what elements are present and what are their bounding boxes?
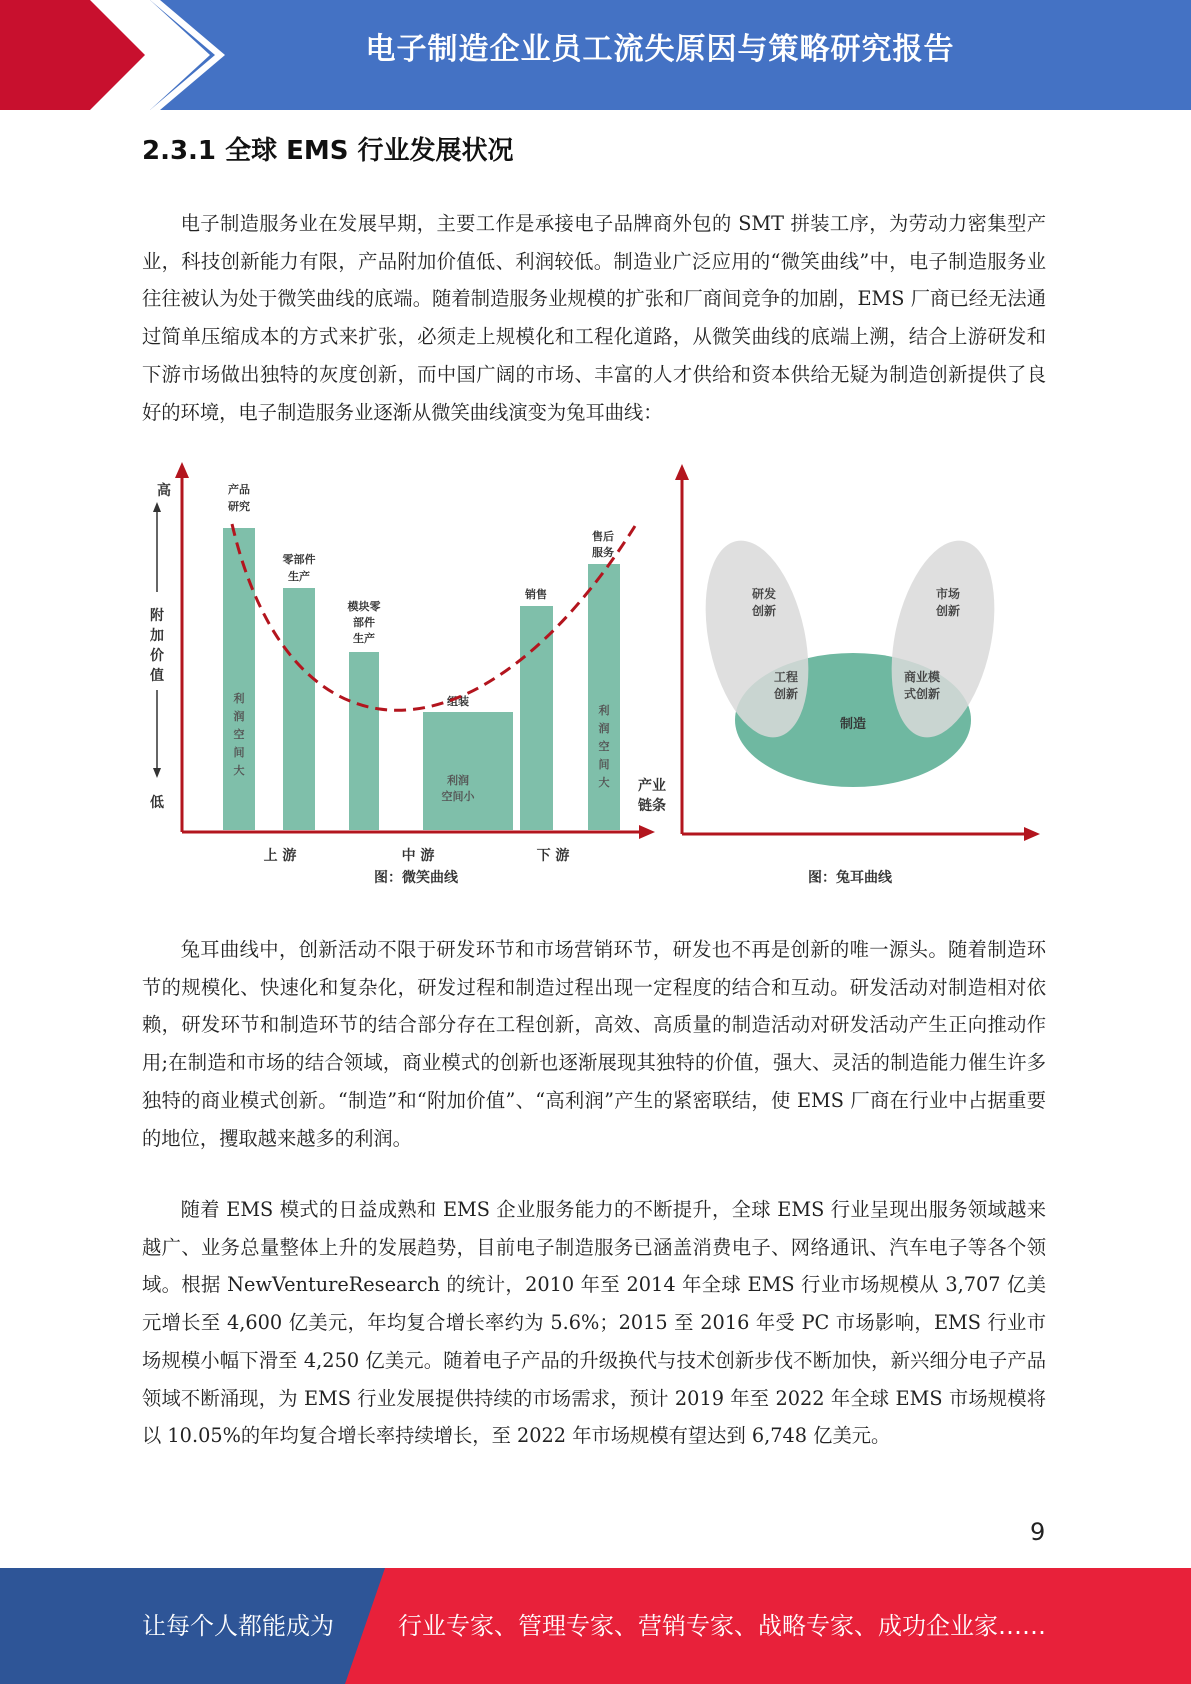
y-label-char-3: 价 <box>150 648 164 664</box>
right-overlap-line-1: 商业模 <box>903 670 941 684</box>
report-title: 电子制造企业员工流失原因与策略研究报告 <box>365 32 955 67</box>
smile-y-arrow <box>175 462 189 478</box>
footer-slogan-left: 让每个人都能成为 <box>142 1612 334 1640</box>
bar-label-6-line-2: 服务 <box>592 546 614 559</box>
left-overlap-line-2: 创新 <box>773 687 799 701</box>
bar-4-inner-2: 空间小 <box>441 790 475 803</box>
paragraph-market-size: 随着 EMS 模式的日益成熟和 EMS 企业服务能力的不断提升，全球 EMS 行业呈现出服务领域越来越广、业务总量整体上升的发展趋势，目前电子制造服务已涵盖消费电子、网络通讯、汽车电子等各个领域。根据 NewVentureResearch 的统计，2010 年至 2014 年全球 EMS 行业市场规模从 3,707 亿美元增长至 4,600 亿美元，年均复合增长率约为 5.6%；2015 至 2016 年受 PC 市场影响，EMS 行业市场规模小幅下滑至 4,250 亿美元。随着电子产品的升级换代与技术创新步伐不断加快，新兴细分电子产品领域不断涌现，为 EMS 行业发展提供持续的市场需求，预计 2019 年至 2022 年全球 EMS 市场规模将以 10.05%的年均复合增长率持续增长，至 2022 年市场规模有望达到 6,748 亿美元。 <box>142 1198 1046 1448</box>
smile-caption: 图：微笑曲线 <box>374 870 458 886</box>
bar-label-2-line-2: 生产 <box>288 570 310 583</box>
left-overlap-line-1: 工程 <box>773 670 799 684</box>
bar-label-1-line-1: 产品 <box>228 483 250 496</box>
stage-downstream: 下 游 <box>536 848 570 864</box>
y-down-arrow <box>153 768 161 778</box>
right-ear-line-1: 市场 <box>935 587 961 601</box>
base-label: 制造 <box>839 717 867 732</box>
y-high-label: 高 <box>157 483 171 499</box>
y-up-arrow <box>153 502 161 512</box>
paragraph-intro: 电子制造服务业在发展早期，主要工作是承接电子品牌商外包的 SMT 拼装工序，为劳动力密集型产业，科技创新能力有限，产品附加价值低、利润较低。制造业广泛应用的“微笑曲线”中，电子制造服务业往往被认为处于微笑曲线的底端。随着制造服务业规模的扩张和厂商间竞争的加剧，EMS 厂商已经无法通过简单压缩成本的方式来扩张，必须走上规模化和工程化道路，从微笑曲线的底端上溯，结合上游研发和下游市场做出独特的灰度创新，而中国广阔的市场、丰富的人才供给和资本供给无疑为制造创新提供了良好的环境，电子制造服务业逐渐从微笑曲线演变为兔耳曲线： <box>142 212 1046 424</box>
paragraph-rabbit-curve: 兔耳曲线中，创新活动不限于研发环节和市场营销环节，研发也不再是创新的唯一源头。随着制造环节的规模化、快速化和复杂化，研发过程和制造过程出现一定程度的结合和互动。研发活动对制造相对依赖，研发环节和制造环节的结合部分存在工程创新，高效、高质量的制造活动对研发活动产生正向推动作用;在制造和市场的结合领域，商业模式的创新也逐渐展现其独特的价值，强大、灵活的制造能力催生许多独特的商业模式创新。“制造”和“附加价值”、“高利润”产生的紧密联结，使 EMS 厂商在行业中占据重要的地位，攫取越来越多的利润。 <box>142 938 1046 1150</box>
rabbit-y-arrow <box>675 464 689 480</box>
bar-6-inner-3: 空 <box>598 740 610 753</box>
bar-1-inner-1: 利 <box>233 692 245 705</box>
y-label-char-4: 值 <box>150 668 164 684</box>
page-number: 9 <box>1030 1518 1046 1546</box>
y-label-char-1: 附 <box>150 608 164 624</box>
bar-module-production <box>349 652 379 830</box>
x-label-line-2: 链条 <box>638 798 666 814</box>
bar-4-inner-1: 利润 <box>447 774 469 787</box>
right-ear-line-2: 创新 <box>935 604 961 618</box>
footer-slogan-right: 行业专家、管理专家、营销专家、战略专家、成功企业家…… <box>398 1612 1046 1640</box>
rabbit-x-arrow <box>1024 827 1040 841</box>
bar-after-sales <box>588 564 620 830</box>
figure-smile-rabbit-curves <box>140 462 1060 892</box>
bar-label-3-line-3: 生产 <box>353 632 375 645</box>
bar-label-3-line-2: 部件 <box>353 616 375 629</box>
smile-curve-chart <box>150 462 666 886</box>
smile-x-arrow <box>639 825 655 839</box>
x-label-line-1: 产业 <box>638 778 666 794</box>
bar-1-inner-2: 润 <box>233 710 245 723</box>
bar-component-production <box>283 588 315 830</box>
bar-label-4: 组装 <box>447 695 469 708</box>
bar-label-6-line-1: 售后 <box>592 530 614 543</box>
y-low-label: 低 <box>150 795 164 811</box>
page-header <box>0 0 1191 110</box>
bar-1-inner-5: 大 <box>233 764 245 777</box>
bar-6-inner-5: 大 <box>598 776 610 789</box>
left-ear-line-2: 创新 <box>751 604 777 618</box>
y-label-char-2: 加 <box>150 628 164 644</box>
bar-6-inner-4: 间 <box>598 758 610 771</box>
rabbit-ear-chart <box>675 464 1040 886</box>
bar-label-2-line-1: 零部件 <box>282 553 316 566</box>
section-title: 2.3.1 全球 EMS 行业发展状况 <box>142 136 514 166</box>
bar-sales <box>520 606 553 830</box>
bar-1-inner-4: 间 <box>233 746 245 759</box>
left-ear-line-1: 研发 <box>751 587 777 601</box>
stage-upstream: 上 游 <box>263 848 297 864</box>
bar-label-3-line-1: 模块零 <box>347 600 381 613</box>
bar-product-research <box>223 528 255 830</box>
right-overlap-line-2: 式创新 <box>903 687 941 701</box>
figure-svg <box>140 462 1060 892</box>
bar-label-1-line-2: 研究 <box>228 500 250 513</box>
bar-label-5: 销售 <box>525 588 547 601</box>
stage-midstream: 中 游 <box>401 848 435 864</box>
bar-6-inner-2: 润 <box>598 722 610 735</box>
bar-6-inner-1: 利 <box>598 704 610 717</box>
bar-assembly <box>423 712 513 830</box>
rabbit-caption: 图：兔耳曲线 <box>808 870 892 886</box>
bar-1-inner-3: 空 <box>233 728 245 741</box>
page-footer <box>0 1568 1191 1684</box>
